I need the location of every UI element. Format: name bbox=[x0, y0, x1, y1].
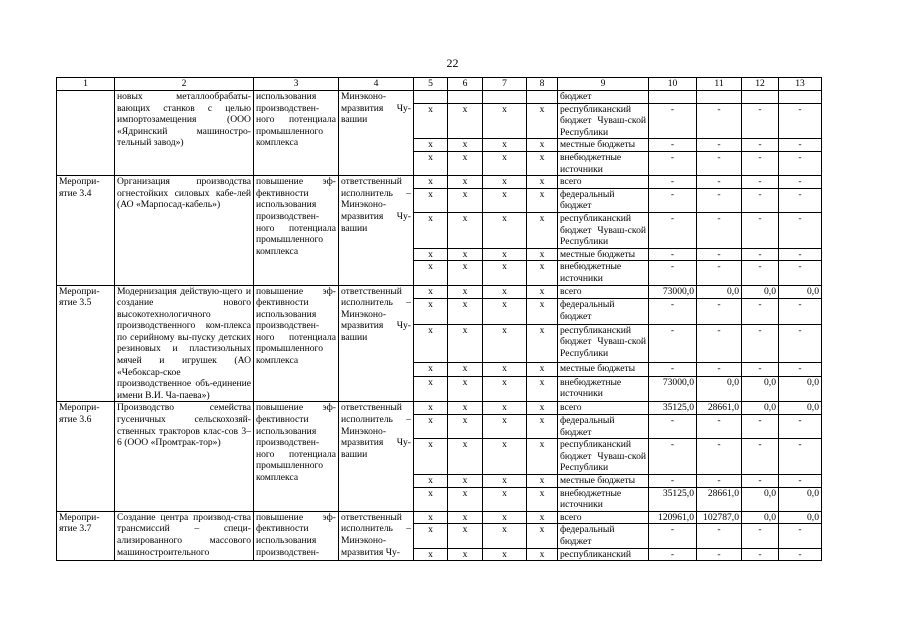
measure-description-cell: Производство семейства гусеничных сельскохозяй-ственных тракторов клас-сов 3–6 (ООО «Промтрак-тор») bbox=[115, 402, 254, 511]
funding-source-cell: республиканский бюджет Чуваш-ской Республики bbox=[558, 103, 649, 139]
amount-cell: - bbox=[697, 261, 742, 285]
amount-cell: - bbox=[779, 188, 822, 212]
header-cell: 6 bbox=[448, 78, 483, 91]
measure-goal-cell: повышение эф-фективности использования производствен-ного потенциала промышленного комплекса bbox=[254, 176, 339, 285]
mark-cell: x bbox=[527, 324, 558, 362]
funding-source-cell: республиканский bbox=[558, 548, 649, 561]
funding-source-cell: внебюджетные источники bbox=[558, 487, 649, 511]
mark-cell: x bbox=[483, 511, 527, 524]
mark-cell: x bbox=[448, 248, 483, 261]
amount-cell bbox=[649, 91, 697, 104]
funding-source-cell: республиканский бюджет Чуваш-ской Республики bbox=[558, 324, 649, 362]
mark-cell: x bbox=[414, 415, 448, 439]
header-cell: 1 bbox=[57, 78, 115, 91]
funding-source-cell: местные бюджеты bbox=[558, 363, 649, 376]
amount-cell: 0,0 bbox=[779, 376, 822, 402]
amount-cell: - bbox=[779, 139, 822, 152]
amount-cell: 28661,0 bbox=[697, 487, 742, 511]
mark-cell: x bbox=[527, 524, 558, 548]
funding-source-cell: внебюджетные источники bbox=[558, 376, 649, 402]
mark-cell: x bbox=[414, 285, 448, 298]
header-cell: 13 bbox=[779, 78, 822, 91]
measure-executor-cell: ответственный исполнитель – Минэконо-мразвития Чу-вашии bbox=[339, 285, 414, 402]
mark-cell: x bbox=[527, 151, 558, 175]
mark-cell: x bbox=[527, 487, 558, 511]
mark-cell: x bbox=[448, 439, 483, 475]
header-cell: 9 bbox=[558, 78, 649, 91]
amount-cell: - bbox=[649, 324, 697, 362]
mark-cell bbox=[448, 91, 483, 104]
funding-source-cell: всего bbox=[558, 511, 649, 524]
measure-description-cell: новых металлообрабаты-вающих станков с целью импортозамещения (ООО «Ядринский машиностро-тельный завод») bbox=[115, 91, 254, 176]
header-cell: 7 bbox=[483, 78, 527, 91]
amount-cell: - bbox=[649, 298, 697, 324]
amount-cell: - bbox=[697, 103, 742, 139]
amount-cell: - bbox=[697, 324, 742, 362]
amount-cell: - bbox=[742, 298, 779, 324]
mark-cell: x bbox=[483, 176, 527, 189]
mark-cell: x bbox=[448, 298, 483, 324]
table-row bbox=[57, 402, 822, 415]
mark-cell: x bbox=[414, 261, 448, 285]
mark-cell: x bbox=[448, 487, 483, 511]
mark-cell: x bbox=[448, 415, 483, 439]
amount-cell: - bbox=[742, 151, 779, 175]
mark-cell: x bbox=[448, 139, 483, 152]
mark-cell: x bbox=[527, 415, 558, 439]
measure-executor-cell: Минэконо-мразвития Чу-вашии bbox=[339, 91, 414, 176]
mark-cell: x bbox=[483, 103, 527, 139]
mark-cell: x bbox=[414, 298, 448, 324]
mark-cell: x bbox=[483, 402, 527, 415]
amount-cell: - bbox=[779, 524, 822, 548]
measure-code-cell: Меропри-ятие 3.6 bbox=[57, 402, 115, 511]
header-cell: 5 bbox=[414, 78, 448, 91]
amount-cell: - bbox=[649, 176, 697, 189]
funding-table bbox=[56, 77, 822, 561]
header-cell: 12 bbox=[742, 78, 779, 91]
mark-cell: x bbox=[414, 511, 448, 524]
amount-cell: - bbox=[697, 176, 742, 189]
mark-cell: x bbox=[448, 548, 483, 561]
measure-code-cell: Меропри-ятие 3.4 bbox=[57, 176, 115, 285]
mark-cell: x bbox=[483, 439, 527, 475]
amount-cell bbox=[697, 91, 742, 104]
mark-cell: x bbox=[483, 363, 527, 376]
mark-cell: x bbox=[414, 524, 448, 548]
measure-executor-cell: ответственный исполнитель – Минэконо-мразвития Чу-вашии bbox=[339, 402, 414, 511]
amount-cell: 73000,0 bbox=[649, 376, 697, 402]
amount-cell: - bbox=[779, 324, 822, 362]
amount-cell: - bbox=[697, 139, 742, 152]
mark-cell: x bbox=[448, 151, 483, 175]
amount-cell: - bbox=[649, 548, 697, 561]
mark-cell bbox=[414, 91, 448, 104]
amount-cell: 0,0 bbox=[742, 376, 779, 402]
table-row bbox=[57, 176, 822, 189]
amount-cell: - bbox=[697, 248, 742, 261]
amount-cell: - bbox=[697, 212, 742, 248]
amount-cell: - bbox=[779, 103, 822, 139]
header-cell: 2 bbox=[115, 78, 254, 91]
funding-source-cell: всего bbox=[558, 285, 649, 298]
funding-source-cell: федеральный бюджет bbox=[558, 524, 649, 548]
mark-cell: x bbox=[527, 475, 558, 488]
funding-source-cell: республиканский бюджет Чуваш-ской Республики bbox=[558, 439, 649, 475]
mark-cell: x bbox=[414, 487, 448, 511]
amount-cell: - bbox=[742, 548, 779, 561]
mark-cell: x bbox=[527, 261, 558, 285]
amount-cell: - bbox=[779, 248, 822, 261]
mark-cell: x bbox=[414, 139, 448, 152]
amount-cell: - bbox=[697, 188, 742, 212]
mark-cell: x bbox=[527, 363, 558, 376]
amount-cell: 0,0 bbox=[779, 487, 822, 511]
mark-cell: x bbox=[483, 151, 527, 175]
funding-source-cell: местные бюджеты bbox=[558, 248, 649, 261]
amount-cell: 120961,0 bbox=[649, 511, 697, 524]
amount-cell: - bbox=[697, 439, 742, 475]
amount-cell: - bbox=[649, 248, 697, 261]
mark-cell: x bbox=[448, 511, 483, 524]
amount-cell: 35125,0 bbox=[649, 402, 697, 415]
funding-source-cell: республиканский бюджет Чуваш-ской Республики bbox=[558, 212, 649, 248]
amount-cell: 0,0 bbox=[779, 511, 822, 524]
amount-cell: 0,0 bbox=[779, 285, 822, 298]
mark-cell: x bbox=[527, 139, 558, 152]
amount-cell: 0,0 bbox=[742, 487, 779, 511]
mark-cell: x bbox=[527, 188, 558, 212]
page-number: 22 bbox=[446, 56, 459, 70]
table-row bbox=[57, 511, 822, 524]
amount-cell: - bbox=[649, 524, 697, 548]
mark-cell: x bbox=[414, 376, 448, 402]
funding-source-cell: всего bbox=[558, 402, 649, 415]
amount-cell: - bbox=[697, 298, 742, 324]
mark-cell: x bbox=[483, 248, 527, 261]
amount-cell bbox=[779, 91, 822, 104]
mark-cell: x bbox=[527, 248, 558, 261]
mark-cell: x bbox=[414, 103, 448, 139]
amount-cell: - bbox=[649, 363, 697, 376]
mark-cell: x bbox=[448, 188, 483, 212]
amount-cell: - bbox=[697, 415, 742, 439]
funding-source-cell: местные бюджеты bbox=[558, 139, 649, 152]
amount-cell: - bbox=[649, 188, 697, 212]
funding-source-cell: всего bbox=[558, 176, 649, 189]
mark-cell: x bbox=[414, 475, 448, 488]
amount-cell: - bbox=[779, 439, 822, 475]
mark-cell: x bbox=[483, 324, 527, 362]
amount-cell: - bbox=[742, 103, 779, 139]
amount-cell: - bbox=[697, 524, 742, 548]
header-cell: 8 bbox=[527, 78, 558, 91]
amount-cell: - bbox=[779, 363, 822, 376]
amount-cell: - bbox=[779, 151, 822, 175]
amount-cell: - bbox=[779, 415, 822, 439]
amount-cell: - bbox=[779, 212, 822, 248]
mark-cell: x bbox=[448, 524, 483, 548]
amount-cell: 28661,0 bbox=[697, 402, 742, 415]
mark-cell: x bbox=[527, 298, 558, 324]
amount-cell: - bbox=[649, 139, 697, 152]
amount-cell: 73000,0 bbox=[649, 285, 697, 298]
mark-cell: x bbox=[527, 376, 558, 402]
mark-cell: x bbox=[448, 402, 483, 415]
amount-cell: - bbox=[779, 176, 822, 189]
mark-cell bbox=[483, 91, 527, 104]
funding-source-cell: федеральный бюджет bbox=[558, 415, 649, 439]
amount-cell: - bbox=[742, 188, 779, 212]
funding-source-cell: федеральный бюджет bbox=[558, 298, 649, 324]
amount-cell: 0,0 bbox=[742, 402, 779, 415]
mark-cell: x bbox=[448, 324, 483, 362]
amount-cell: - bbox=[697, 548, 742, 561]
mark-cell: x bbox=[414, 548, 448, 561]
amount-cell: - bbox=[779, 298, 822, 324]
amount-cell: - bbox=[649, 415, 697, 439]
amount-cell: - bbox=[742, 475, 779, 488]
mark-cell: x bbox=[414, 248, 448, 261]
funding-source-cell: федеральный бюджет bbox=[558, 188, 649, 212]
funding-source-cell: внебюджетные источники bbox=[558, 151, 649, 175]
mark-cell: x bbox=[448, 363, 483, 376]
mark-cell: x bbox=[483, 487, 527, 511]
mark-cell: x bbox=[448, 285, 483, 298]
mark-cell: x bbox=[483, 475, 527, 488]
amount-cell: - bbox=[742, 139, 779, 152]
mark-cell: x bbox=[527, 212, 558, 248]
measure-executor-cell: ответственный исполнитель – Минэконо-мразвития Чу- bbox=[339, 511, 414, 560]
amount-cell: 35125,0 bbox=[649, 487, 697, 511]
measure-goal-cell: повышение эф-фективности использования производствен-ного потенциала промышленного комплекса bbox=[254, 285, 339, 402]
measure-description-cell: Модернизация действую-щего и создание нового высокотехнологичного производственного ком-плекса по серийному вы-пуску детских резиновых и пластизольных мячей и игрушек (АО «Чебоксар-ское производственное объ-единение имени В.И. Ча-паева») bbox=[115, 285, 254, 402]
amount-cell: - bbox=[649, 103, 697, 139]
measure-goal-cell: повышение эф-фективности использования производствен-ного потенциала промышленного комплекса bbox=[254, 402, 339, 511]
header-cell: 4 bbox=[339, 78, 414, 91]
amount-cell: - bbox=[742, 324, 779, 362]
measure-description-cell: Создание центра производ-ства трансмиссий – специ-ализированного массового машиностроительного bbox=[115, 511, 254, 560]
amount-cell: 0,0 bbox=[779, 402, 822, 415]
amount-cell: - bbox=[649, 212, 697, 248]
amount-cell: 0,0 bbox=[697, 376, 742, 402]
mark-cell: x bbox=[527, 103, 558, 139]
measure-code-cell bbox=[57, 91, 115, 176]
mark-cell: x bbox=[448, 176, 483, 189]
mark-cell: x bbox=[448, 261, 483, 285]
mark-cell bbox=[527, 91, 558, 104]
mark-cell: x bbox=[483, 285, 527, 298]
amount-cell: - bbox=[742, 176, 779, 189]
amount-cell: - bbox=[697, 151, 742, 175]
amount-cell: 0,0 bbox=[697, 285, 742, 298]
header-row bbox=[57, 78, 822, 91]
amount-cell: - bbox=[742, 212, 779, 248]
funding-source-cell: местные бюджеты bbox=[558, 475, 649, 488]
amount-cell: 102787,0 bbox=[697, 511, 742, 524]
funding-source-cell: внебюджетные источники bbox=[558, 261, 649, 285]
amount-cell: - bbox=[779, 261, 822, 285]
header-cell: 3 bbox=[254, 78, 339, 91]
mark-cell: x bbox=[527, 439, 558, 475]
mark-cell: x bbox=[448, 376, 483, 402]
mark-cell: x bbox=[448, 212, 483, 248]
amount-cell: - bbox=[742, 524, 779, 548]
amount-cell: - bbox=[779, 475, 822, 488]
mark-cell: x bbox=[483, 524, 527, 548]
measure-code-cell: Меропри-ятие 3.7 bbox=[57, 511, 115, 560]
mark-cell: x bbox=[414, 363, 448, 376]
mark-cell: x bbox=[527, 176, 558, 189]
mark-cell: x bbox=[527, 285, 558, 298]
amount-cell: 0,0 bbox=[742, 511, 779, 524]
mark-cell: x bbox=[483, 415, 527, 439]
mark-cell: x bbox=[527, 402, 558, 415]
mark-cell: x bbox=[483, 261, 527, 285]
measure-executor-cell: ответственный исполнитель – Минэконо-мразвития Чу-вашии bbox=[339, 176, 414, 285]
amount-cell bbox=[742, 91, 779, 104]
mark-cell: x bbox=[414, 188, 448, 212]
amount-cell: - bbox=[697, 475, 742, 488]
amount-cell: - bbox=[649, 439, 697, 475]
funding-source-cell: бюджет bbox=[558, 91, 649, 104]
mark-cell: x bbox=[483, 548, 527, 561]
mark-cell: x bbox=[483, 212, 527, 248]
mark-cell: x bbox=[414, 402, 448, 415]
amount-cell: - bbox=[742, 363, 779, 376]
amount-cell: - bbox=[649, 151, 697, 175]
mark-cell: x bbox=[483, 298, 527, 324]
amount-cell: - bbox=[742, 439, 779, 475]
amount-cell: - bbox=[742, 261, 779, 285]
table-row bbox=[57, 91, 822, 104]
table-body bbox=[57, 78, 822, 561]
mark-cell: x bbox=[448, 475, 483, 488]
amount-cell: - bbox=[697, 363, 742, 376]
table-row bbox=[57, 285, 822, 298]
header-cell: 10 bbox=[649, 78, 697, 91]
mark-cell: x bbox=[414, 324, 448, 362]
measure-goal-cell: использования производствен-ного потенциала промышленного комплекса bbox=[254, 91, 339, 176]
amount-cell: - bbox=[649, 475, 697, 488]
measure-code-cell: Меропри-ятие 3.5 bbox=[57, 285, 115, 402]
amount-cell: - bbox=[742, 415, 779, 439]
mark-cell: x bbox=[414, 151, 448, 175]
mark-cell: x bbox=[483, 376, 527, 402]
amount-cell: 0,0 bbox=[742, 285, 779, 298]
amount-cell: - bbox=[779, 548, 822, 561]
mark-cell: x bbox=[448, 103, 483, 139]
measure-description-cell: Организация производства огнестойких силовых кабе-лей (АО «Марпосад-кабель») bbox=[115, 176, 254, 285]
header-cell: 11 bbox=[697, 78, 742, 91]
mark-cell: x bbox=[414, 176, 448, 189]
amount-cell: - bbox=[649, 261, 697, 285]
amount-cell: - bbox=[742, 248, 779, 261]
mark-cell: x bbox=[414, 212, 448, 248]
mark-cell: x bbox=[527, 548, 558, 561]
measure-goal-cell: повышение эф-фективности использования производствен- bbox=[254, 511, 339, 560]
mark-cell: x bbox=[527, 511, 558, 524]
mark-cell: x bbox=[414, 439, 448, 475]
mark-cell: x bbox=[483, 188, 527, 212]
mark-cell: x bbox=[483, 139, 527, 152]
